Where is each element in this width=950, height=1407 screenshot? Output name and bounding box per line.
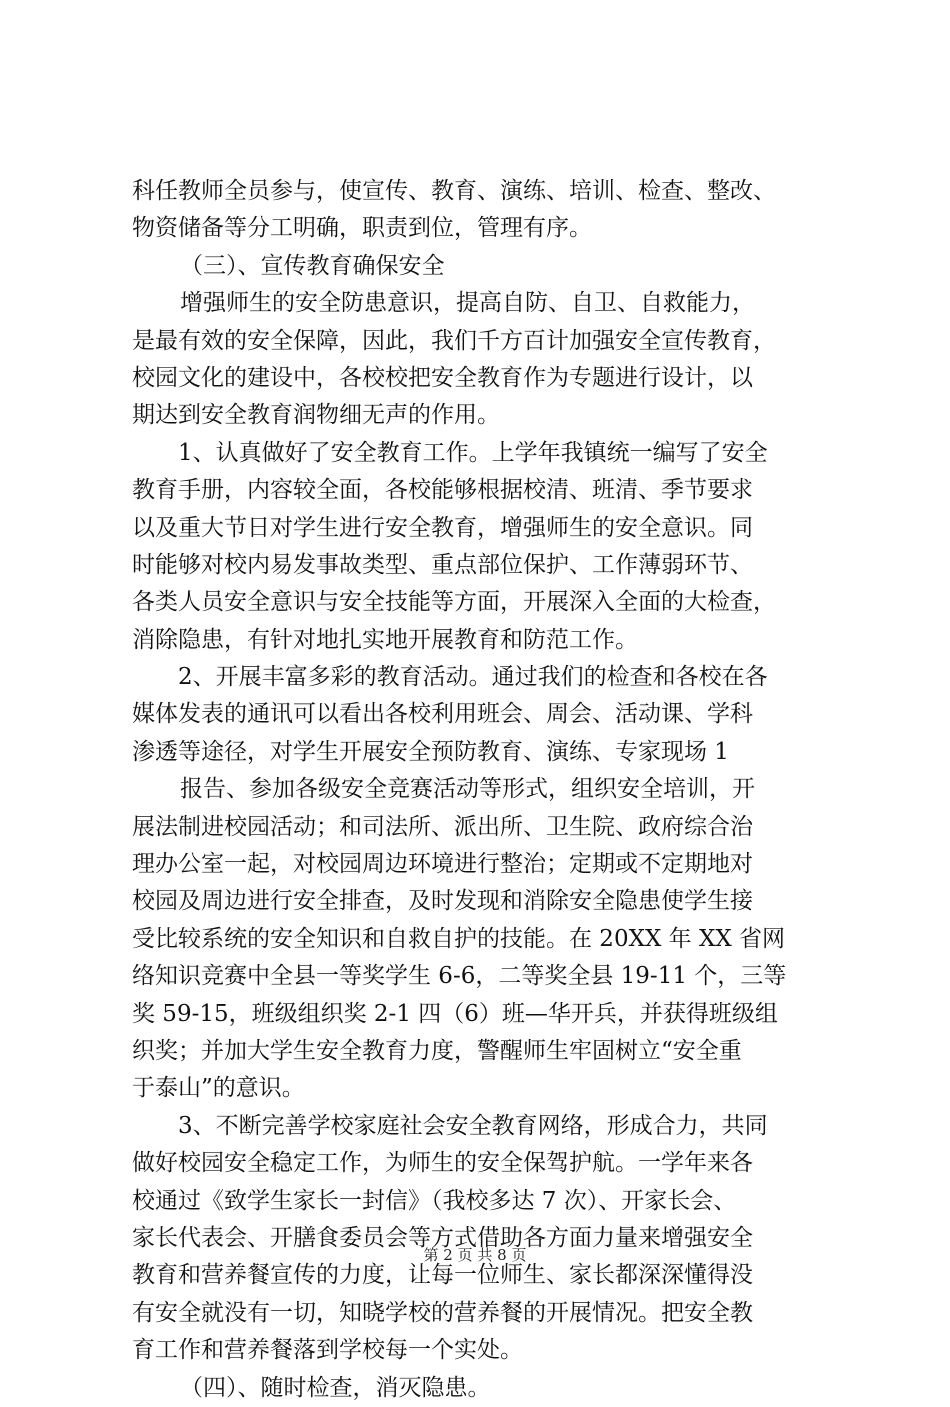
document-body	[132, 173, 827, 1407]
text-line: 2、开展丰富多彩的教育活动。通过我们的检查和各校在各	[178, 664, 768, 691]
text-line: 消除隐患，有针对地扎实地开展教育和防范工作。	[132, 626, 638, 653]
text-line: 展法制进校园活动；和司法所、派出所、卫生院、政府综合治	[132, 813, 753, 840]
text-line: 育工作和营养餐落到学校每一个实处。	[132, 1337, 523, 1364]
text-line: 渗透等途径，对学生开展安全预防教育、演练、专家现场 1	[132, 738, 729, 765]
text-line: 理办公室一起，对校园周边环境进行整治；定期或不定期地对	[132, 851, 753, 878]
text-line: 各类人员安全意识与安全技能等方面，开展深入全面的大检查，	[132, 589, 776, 616]
section-heading: （三）、宣传教育确保安全	[180, 252, 445, 279]
text-line: 络知识竞赛中全县一等奖学生 6-6，二等奖全县 19-11 个，三等	[132, 963, 787, 990]
text-line: 奖 59-15，班级组织奖 2-1 四（6）班—华开兵，并获得班级组	[132, 1000, 778, 1027]
text-line: 教育手册，内容较全面，各校能够根据校清、班清、季节要求	[132, 477, 753, 504]
text-line: 家长代表会、开膳食委员会等方式借助各方面力量来增强安全	[132, 1224, 753, 1251]
text-line: 校园文化的建设中，各校校把安全教育作为专题进行设计，以	[132, 364, 753, 391]
text-line: 校通过《致学生家长一封信》（我校多达 7 次）、开家长会、	[132, 1187, 737, 1214]
text-line: 3、不断完善学校家庭社会安全教育网络，形成合力，共同	[178, 1112, 768, 1139]
text-line: 于泰山”的意识。	[132, 1075, 305, 1102]
text-line: 增强师生的安全防患意识，提高自防、自卫、自救能力，	[180, 290, 755, 317]
text-line: 科任教师全员参与，使宣传、教育、演练、培训、检查、整改、	[132, 178, 776, 204]
section-heading: （四）、随时检查，消灭隐患。	[180, 1374, 491, 1401]
text-line: 有安全就没有一切，知晓学校的营养餐的开展情况。把安全教	[132, 1299, 753, 1326]
text-line: 做好校园安全稳定工作，为师生的安全保驾护航。一学年来各	[132, 1150, 753, 1177]
text-line: 校园及周边进行安全排查，及时发现和消除安全隐患使学生接	[132, 888, 753, 915]
text-line: 报告、参加各级安全竞赛活动等形式，组织安全培训，开	[180, 776, 755, 803]
text-line: 期达到安全教育润物细无声的作用。	[132, 402, 500, 429]
text-line: 1、认真做好了安全教育工作。上学年我镇统一编写了安全	[178, 439, 768, 466]
text-line: 受比较系统的安全知识和自救自护的技能。在 20XX 年 XX 省网	[132, 925, 786, 952]
text-line: 教育和营养餐宣传的力度，让每一位师生、家长都深深懂得没	[132, 1262, 753, 1289]
text-line: 以及重大节日对学生进行安全教育，增强师生的安全意识。同	[132, 514, 753, 541]
text-line: 织奖；并加大学生安全教育力度，警醒师生牢固树立“安全重	[132, 1037, 742, 1064]
text-line: 媒体发表的通讯可以看出各校利用班会、周会、活动课、学科	[132, 701, 753, 728]
page-number-footer: 第 2 页 共 8 页	[423, 1246, 527, 1264]
text-line: 时能够对校内易发事故类型、重点部位保护、工作薄弱环节、	[132, 551, 753, 578]
text-line: 是最有效的安全保障，因此，我们千方百计加强安全宣传教育，	[132, 327, 776, 354]
text-line: 物资储备等分工明确，职责到位，管理有序。	[132, 215, 592, 242]
